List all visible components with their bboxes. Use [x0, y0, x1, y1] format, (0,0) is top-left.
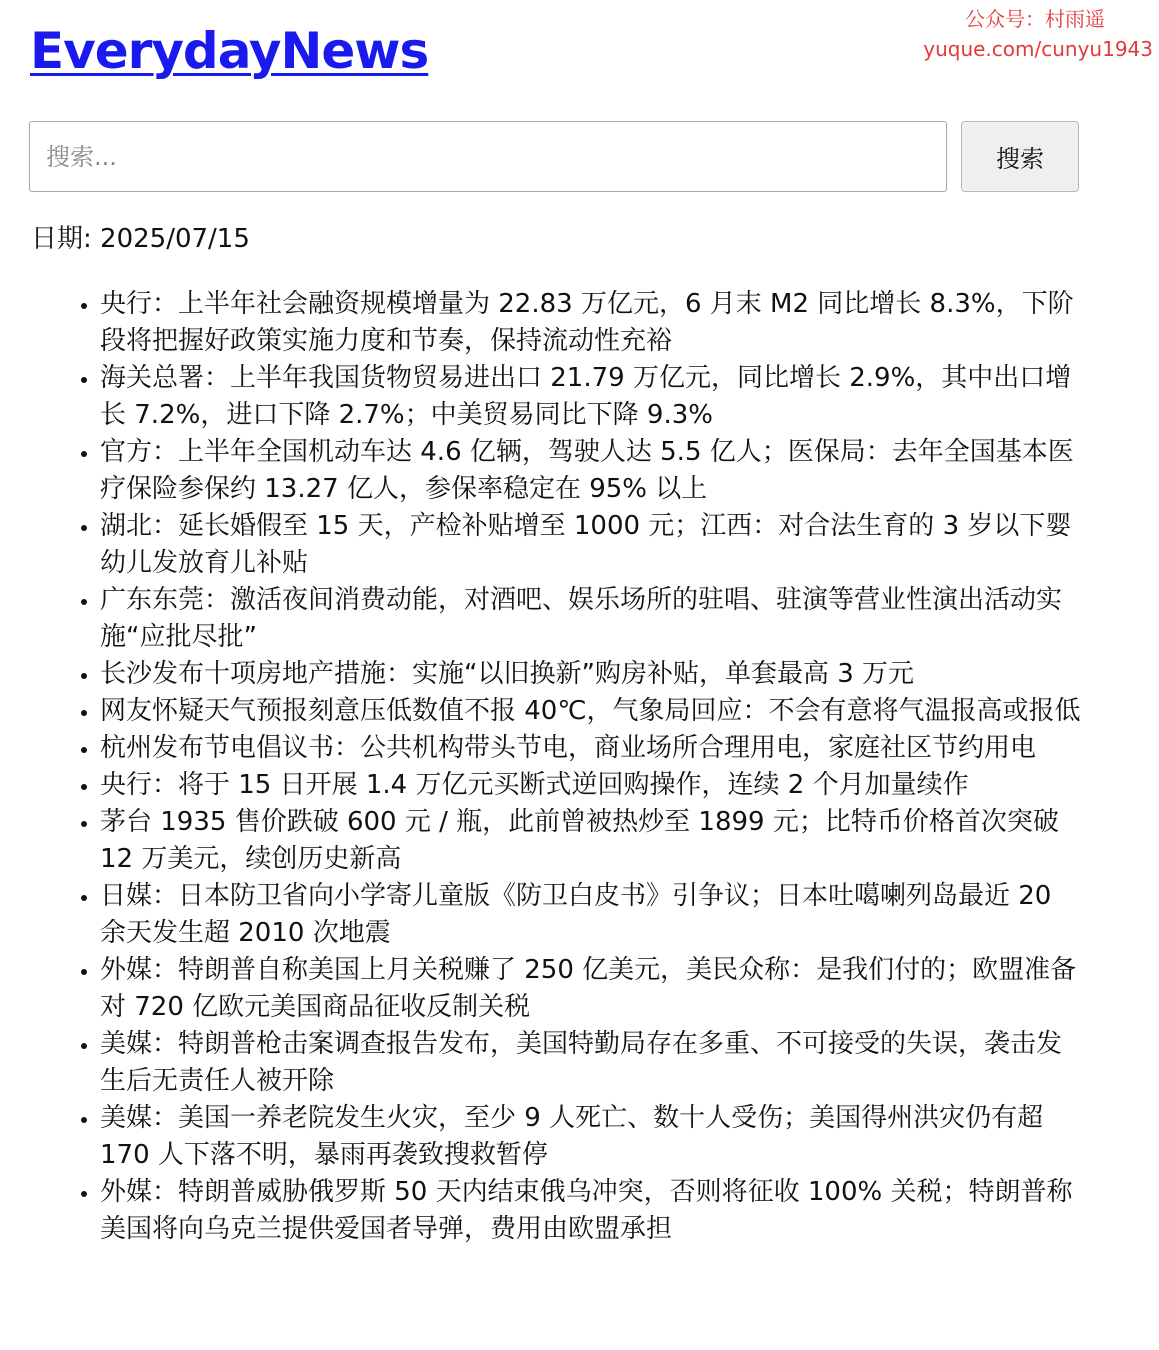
news-item: • 长沙发布十项房地产措施：实施“以旧换新”购房补贴，单套最高 3 万元 — [100, 656, 1085, 693]
watermark — [923, 4, 1153, 64]
watermark-account: 公众号：村雨遥 — [965, 7, 1105, 31]
news-item: • 官方：上半年全国机动车达 4.6 亿辆，驾驶人达 5.5 亿人；医保局：去年全国基本医疗保险参保约 13.27 亿人，参保率稳定在 95% 以上 — [100, 434, 1085, 508]
news-item: • 外媒：特朗普威胁俄罗斯 50 天内结束俄乌冲突，否则将征收 100% 关税；特朗普称美国将向乌克兰提供爱国者导弹，费用由欧盟承担 — [100, 1174, 1085, 1248]
news-item: • 央行：将于 15 日开展 1.4 万亿元买断式逆回购操作，连续 2 个月加量续作 — [100, 767, 1085, 804]
news-item: • 网友怀疑天气预报刻意压低数值不报 40℃，气象局回应：不会有意将气温报高或报低 — [100, 693, 1085, 730]
news-item: • 央行：上半年社会融资规模增量为 22.83 万亿元，6 月末 M2 同比增长 8.3%，下阶段将把握好政策实施力度和节奏，保持流动性充裕 — [100, 286, 1085, 360]
site-title-link[interactable]: EverydayNews — [30, 22, 429, 80]
news-item: • 美媒：美国一养老院发生火灾，至少 9 人死亡、数十人受伤；美国得州洪灾仍有超 170 人下落不明，暴雨再袭致搜救暂停 — [100, 1100, 1085, 1174]
search-bar — [29, 121, 1079, 192]
site-title — [30, 16, 428, 86]
search-input[interactable] — [29, 121, 947, 192]
news-item: • 广东东莞：激活夜间消费动能，对酒吧、娱乐场所的驻唱、驻演等营业性演出活动实施“应批尽批” — [100, 582, 1085, 656]
news-item: • 日媒：日本防卫省向小学寄儿童版《防卫白皮书》引争议；日本吐噶喇列岛最近 20 余天发生超 2010 次地震 — [100, 878, 1085, 952]
news-item: • 杭州发布节电倡议书：公共机构带头节电，商业场所合理用电，家庭社区节约用电 — [100, 730, 1085, 767]
news-item: • 美媒：特朗普枪击案调查报告发布，美国特勤局存在多重、不可接受的失误，袭击发生后无责任人被开除 — [100, 1026, 1085, 1100]
watermark-url: yuque.com/cunyu1943 — [923, 37, 1153, 61]
news-list — [40, 286, 1085, 1248]
news-item: • 海关总署：上半年我国货物贸易进出口 21.79 万亿元，同比增长 2.9%，其中出口增长 7.2%，进口下降 2.7%；中美贸易同比下降 9.3% — [100, 360, 1085, 434]
news-item: • 外媒：特朗普自称美国上月关税赚了 250 亿美元，美民众称：是我们付的；欧盟准备对 720 亿欧元美国商品征收反制关税 — [100, 952, 1085, 1026]
search-button[interactable]: 搜索 — [961, 121, 1079, 192]
news-item: • 湖北：延长婚假至 15 天，产检补贴增至 1000 元；江西：对合法生育的 3 岁以下婴幼儿发放育儿补贴 — [100, 508, 1085, 582]
date-label: 日期: — [31, 224, 101, 254]
date-value: 2025/07/15 — [100, 224, 250, 254]
news-item: • 茅台 1935 售价跌破 600 元 / 瓶，此前曾被热炒至 1899 元；比特币价格首次突破 12 万美元，续创历史新高 — [100, 804, 1085, 878]
date-line — [31, 220, 250, 258]
